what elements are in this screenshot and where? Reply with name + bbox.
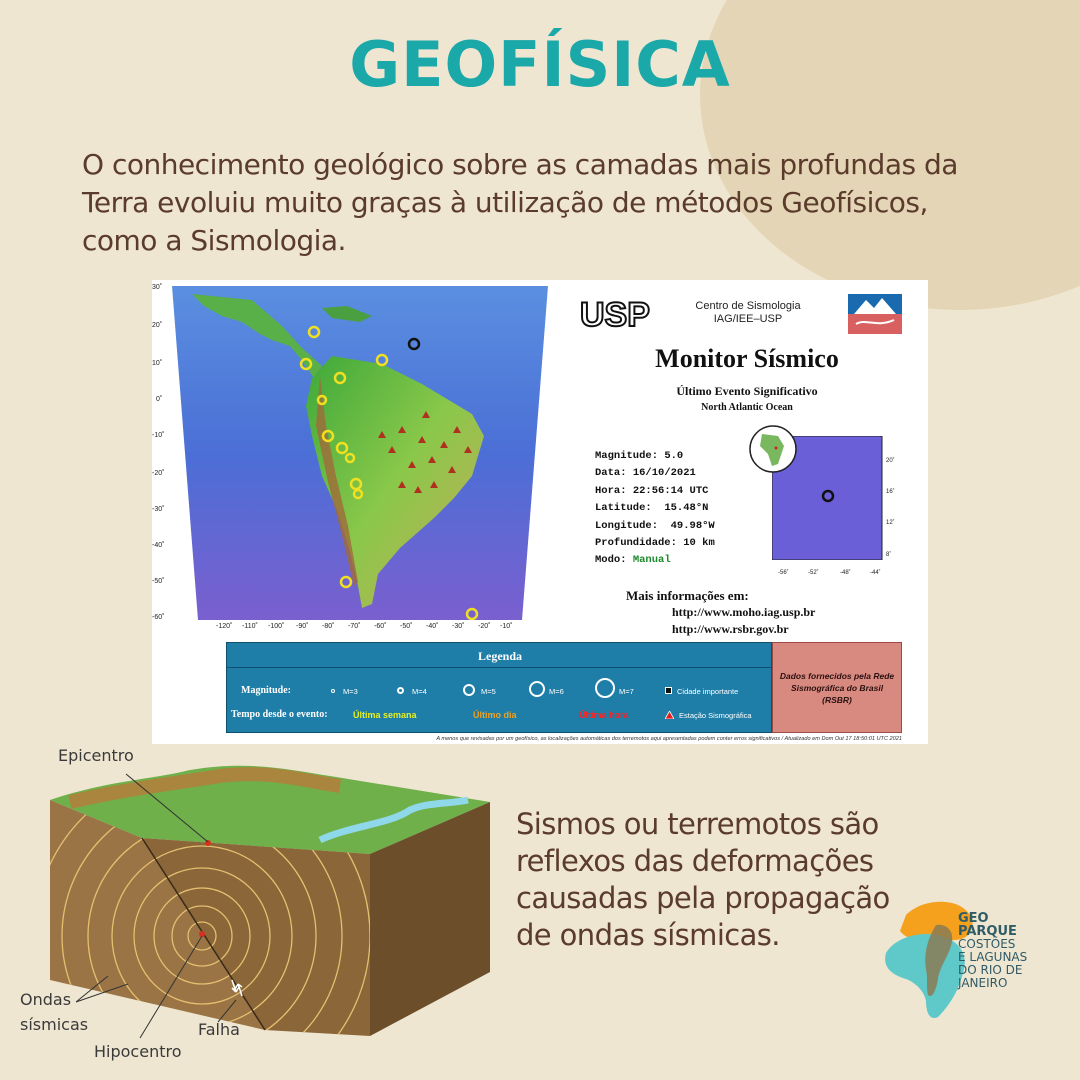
lon-tick: -100˚ [268, 623, 285, 630]
center-line-1: Centro de Sismologia [695, 300, 801, 312]
time-label: Tempo desde o evento: [231, 709, 328, 720]
page-title: GEOFÍSICA [349, 28, 731, 101]
last-week: Última semana [353, 710, 417, 720]
falha-label: Falha [198, 1020, 240, 1039]
lon-tick: -110˚ [242, 623, 258, 630]
footnote: A menos que revisadas por um geofísico, as localizações automáticas dos terremotos aqui apresentadas podem conter erros significativos / Atualizado em Dom Out 17 18:50:01 UTC 2021 [436, 736, 902, 742]
inset-lon-tick: -52˚ [808, 570, 819, 576]
seismic-monitor-panel [152, 280, 928, 744]
data-source-box [772, 642, 902, 733]
monitor-title: Monitor Sísmico [655, 344, 839, 373]
lon-tick: -90˚ [296, 623, 309, 630]
magnitude-5: M=5 [481, 687, 496, 696]
detail-row: Profundidade: 10 km [595, 537, 715, 550]
logo-line: DO RIO DE [958, 963, 1023, 977]
m3-circle [331, 689, 335, 693]
sismicas-label: sísmicas [20, 1015, 89, 1034]
lat-tick: -60˚ [152, 614, 165, 621]
city-square-icon [665, 687, 672, 694]
data-source-text: Dados fornecidos pela Rede Sismográfica do Brasil (RSBR) [779, 670, 895, 705]
svg-text:USP: USP [580, 298, 650, 330]
last-day: Último dia [473, 710, 517, 720]
inset-lon-tick: -56˚ [778, 570, 789, 576]
lat-tick: 10˚ [152, 360, 163, 367]
inset-lat-tick: 8˚ [886, 552, 892, 558]
detail-row: Magnitude: 5.0 [595, 450, 684, 462]
m7-circle [595, 678, 615, 698]
center-line-2: IAG/IEE–USP [713, 313, 783, 325]
m4-circle [397, 687, 404, 694]
m5-circle [463, 684, 475, 696]
detail-row: Modo: Manual [595, 554, 671, 567]
globe-icon [748, 424, 798, 474]
lon-tick: -60˚ [374, 623, 387, 630]
station-label: Estação Sismográfica [679, 711, 752, 720]
legend [226, 642, 772, 733]
magnitude-4: M=4 [412, 687, 427, 696]
logo-line: PARQUE [958, 924, 1017, 939]
inset-lat-tick: 16˚ [886, 489, 895, 495]
logo-line: E LAGUNAS [958, 950, 1028, 964]
event-location: North Atlantic Ocean [701, 402, 793, 413]
logo-line: GEO [958, 911, 989, 926]
lat-tick: -50˚ [152, 578, 165, 585]
lat-tick: 0˚ [156, 396, 163, 403]
monitor-subtitle: Último Evento Significativo [676, 384, 818, 398]
magnitude-label: Magnitude: [241, 685, 291, 696]
inset-lat-tick: 12˚ [886, 520, 895, 526]
legend-divider [227, 667, 773, 668]
hipocentro-label: Hipocentro [94, 1042, 182, 1061]
lat-tick: 30˚ [152, 284, 163, 291]
lat-tick: -40˚ [152, 542, 165, 549]
lon-tick: -120˚ [216, 623, 233, 630]
lon-tick: -50˚ [400, 623, 413, 630]
detail-row: Hora: 22:56:14 UTC [595, 484, 709, 497]
lon-tick: -10˚ [500, 623, 513, 630]
logo-line: COSTÕES [958, 937, 1016, 951]
intro-text: O conhecimento geológico sobre as camadas mais profundas da Terra evoluiu muito graças à utilização de métodos Geofísicos, como a Sismologia. [82, 148, 958, 257]
last-hour: Última hora [579, 710, 629, 720]
epicentro-label: Epicentro [58, 746, 134, 765]
usp-logo [580, 298, 662, 330]
earthquake-block-diagram [30, 740, 510, 1080]
url-moho[interactable]: http://www.moho.iag.usp.br [672, 605, 816, 619]
ondas-label: Ondas [20, 990, 72, 1009]
inset-lon-tick: -44˚ [870, 570, 881, 576]
lon-tick: -40˚ [426, 623, 439, 630]
lat-tick: -20˚ [152, 470, 165, 477]
seismology-center [672, 300, 824, 326]
magnitude-6: M=6 [549, 687, 564, 696]
city-label: Cidade importante [677, 687, 739, 696]
rsbr-logo [848, 294, 902, 334]
inset-lat-tick: 20˚ [886, 458, 895, 464]
station-triangle-icon [665, 711, 674, 719]
detail-row: Longitude: 49.98°W [595, 519, 715, 532]
m6-circle [529, 681, 545, 697]
url-rsbr[interactable]: http://www.rsbr.gov.br [672, 622, 789, 636]
logo-line: JANEIRO [958, 976, 1008, 990]
detail-row: Latitude: 15.48°N [595, 502, 709, 515]
lat-tick: -30˚ [152, 506, 165, 513]
lat-tick: 20˚ [152, 322, 163, 329]
geoparque-logo-text [958, 912, 1027, 990]
lon-tick: -80˚ [322, 623, 335, 630]
lat-tick: -10˚ [152, 432, 165, 439]
south-america-map [172, 286, 548, 620]
more-info-label: Mais informações em: [626, 588, 749, 603]
lon-tick: -30˚ [452, 623, 465, 630]
lon-tick: -20˚ [478, 623, 491, 630]
event-details [595, 448, 715, 570]
earthquake-text: Sismos ou terremotos são reflexos das deformações causadas pela propagação de ondas sísmicas. [516, 807, 890, 952]
magnitude-7: M=7 [619, 687, 634, 696]
lon-tick: -70˚ [348, 623, 361, 630]
detail-row: Data: 16/10/2021 [595, 467, 696, 480]
magnitude-3: M=3 [343, 687, 358, 696]
legend-title: Legenda [477, 649, 522, 663]
inset-lon-tick: -48˚ [840, 570, 851, 576]
